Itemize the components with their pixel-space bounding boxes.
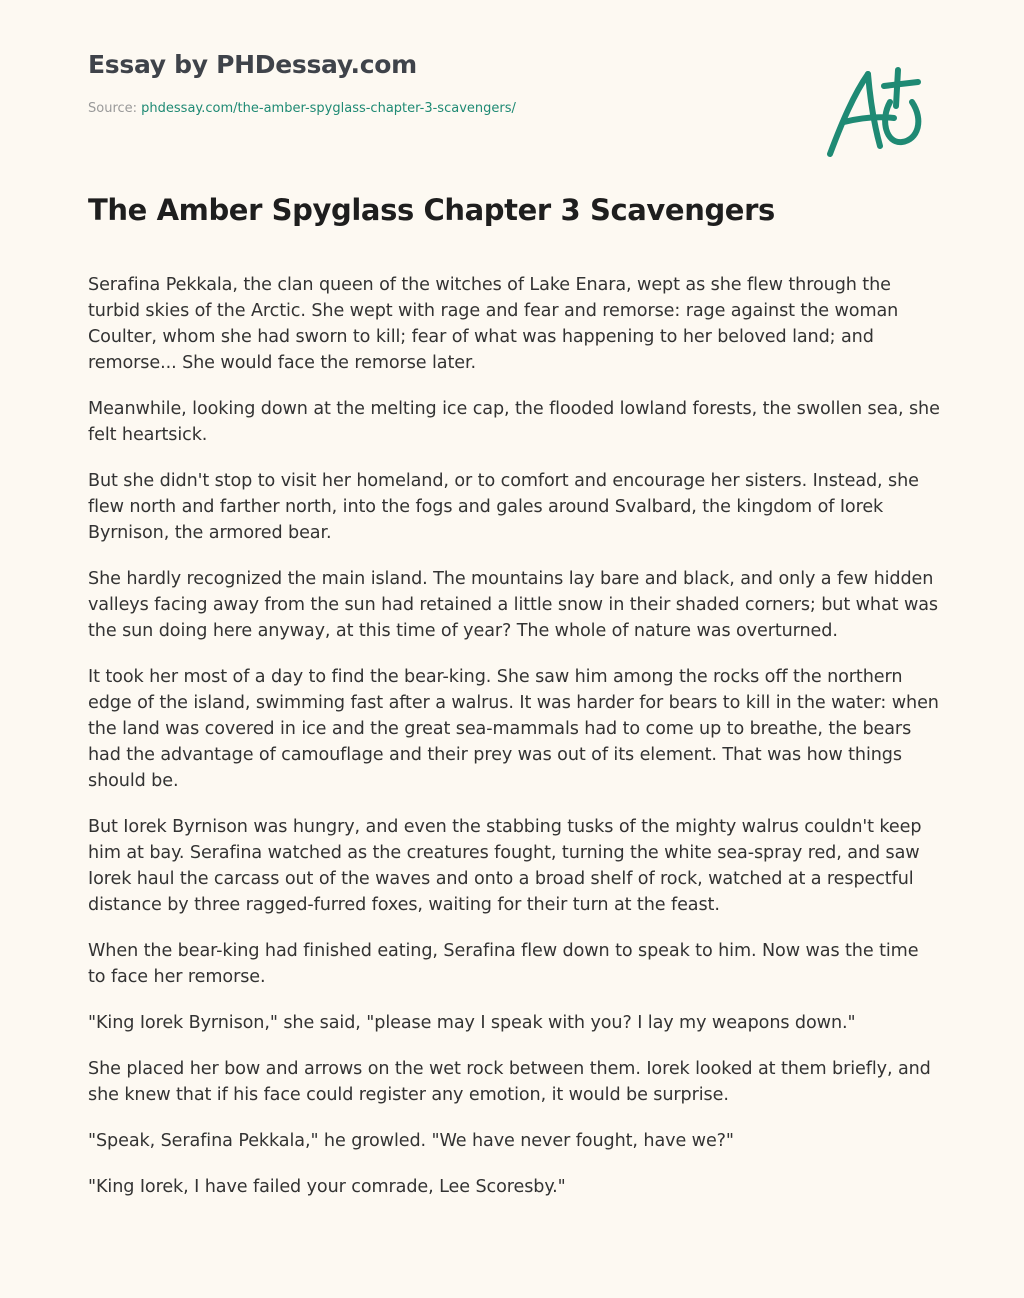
paragraph: When the bear-king had finished eating, Serafina flew down to speak to him. Now was the time to face her remorse.: [88, 941, 919, 987]
paragraph: But Iorek Byrnison was hungry, and even the stabbing tusks of the mighty walrus couldn't keep him at bay. Serafina watched as the creatures fought, turning the white sea-spray red, and saw Iorek haul the carcass out of the waves and onto a broad shelf of rock, watched at a respectful distance by three ragged-furred foxes, waiting for their turn at the feast.: [88, 817, 922, 915]
page-header: [88, 48, 748, 118]
paragraph: "King Iorek, I have failed your comrade, Lee Scoresby.": [88, 1177, 566, 1197]
article-title: The Amber Spyglass Chapter 3 Scavengers: [88, 193, 775, 227]
source-link[interactable]: phdessay.com/the-amber-spyglass-chapter-3-scavengers/: [141, 101, 516, 116]
logo-a-left-stroke: [830, 74, 868, 154]
paragraph: Serafina Pekkala, the clan queen of the witches of Lake Enara, wept as she flew through the turbid skies of the Arctic. She wept with rage and fear and remorse: rage against the woman Coulter, whom she had sworn to kill; fear of what was happening to her beloved land; and remorse... She would face the remorse later.: [88, 275, 899, 373]
paragraph: She placed her bow and arrows on the wet rock between them. Iorek looked at them briefly, and she knew that if his face could register any emotion, it would be surprise.: [88, 1059, 931, 1105]
paragraph: But she didn't stop to visit her homeland, or to comfort and encourage her sisters. Instead, she flew north and farther north, into the fogs and gales around Svalbard, the kingdom of Iorek Byrnison, the armored bear.: [88, 471, 919, 543]
logo-plus-horizontal: [884, 82, 918, 86]
logo-plus-vertical: [896, 70, 898, 106]
paragraph: She hardly recognized the main island. The mountains lay bare and black, and only a few hidden valleys facing away from the sun had retained a little snow in their shaded corners; but what was the sun doing here anyway, at this time of year? The whole of nature was overturned.: [88, 569, 938, 641]
site-title: Essay by PHDessay.com: [88, 50, 417, 79]
source-line: [88, 100, 748, 118]
a-plus-logo-svg: [820, 62, 930, 162]
a-plus-logo-icon: [820, 62, 930, 162]
logo-a-right-stroke: [868, 74, 880, 146]
paragraph: "Speak, Serafina Pekkala," he growled. "We have never fought, have we?": [88, 1131, 734, 1151]
logo-hook: [885, 102, 918, 142]
source-label: Source:: [88, 101, 138, 116]
paragraph: Meanwhile, looking down at the melting ice cap, the flooded lowland forests, the swollen sea, she felt heartsick.: [88, 399, 940, 445]
paragraph: "King Iorek Byrnison," she said, "please may I speak with you? I lay my weapons down.": [88, 1013, 856, 1033]
paragraph: It took her most of a day to find the bear-king. She saw him among the rocks off the northern edge of the island, swimming fast after a walrus. It was harder for bears to kill in the water: when the land was covered in ice and the great sea-mammals had to come up to breathe, the bears had the advantage of camouflage and their prey was out of its element. That was how things should be.: [88, 667, 939, 791]
article-body: [88, 272, 940, 1220]
